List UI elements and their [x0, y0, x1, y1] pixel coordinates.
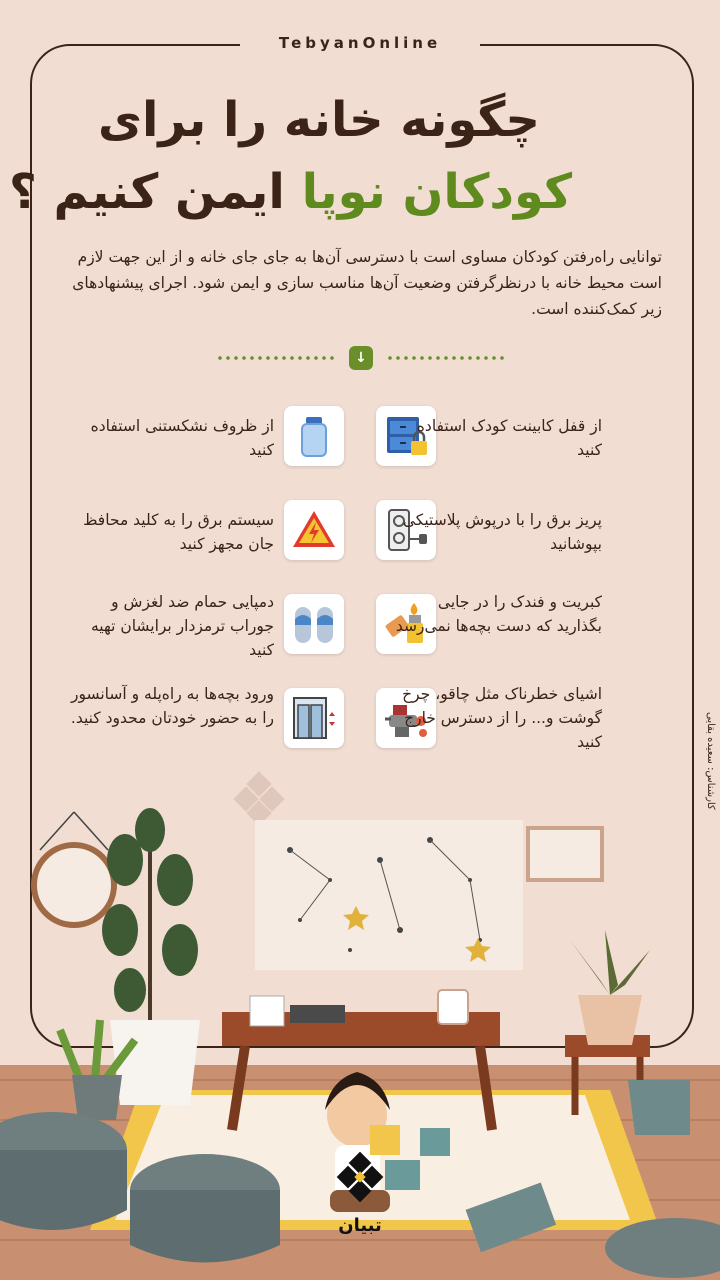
- tip-text-7: اشیای خطرناک مثل چاقو، چرخ گوشت و... را از دسترس خارج کنید: [402, 685, 602, 751]
- wall-mirror: [34, 845, 114, 925]
- arrow-down-icon: ↓: [349, 346, 373, 370]
- electric-warning-icon: [284, 500, 344, 560]
- slippers-icon: [284, 594, 344, 654]
- title-end: ایمن کنیم ؟: [9, 164, 285, 220]
- wall-frame: [528, 828, 602, 880]
- brand-label: TebyanOnline: [240, 30, 480, 56]
- watering-can: [628, 1080, 690, 1135]
- title-line-1: چگونه خانه را برای: [97, 92, 540, 148]
- tip-text-3: پریز برق را با درپوش پلاستیکی بپوشانید: [402, 511, 602, 553]
- tip-text-6: دمپایی حمام ضد لغزش و جوراب ترمزدار برایشان تهیه کنید: [90, 593, 274, 659]
- tip-text-2: از ظروف نشکستنی استفاده کنید: [90, 417, 274, 459]
- tebyan-logo-text: تبیان: [338, 1215, 382, 1236]
- dotted-line-right: [386, 356, 506, 360]
- intro-paragraph: توانایی راه‌رفتن کودکان مساوی است با دسترسی آن‌ها به جای جای خانه و از این جهت لازم است محیط خانه با درنظرگرفتن وضعیت آن‌ها مناسب سازی و ایمن شود. اجرای پیشنهادهای زیر کمک‌کننده است.: [72, 248, 662, 318]
- plastic-jar-icon: [284, 406, 344, 466]
- tip-text-1: از قفل کابینت کودک استفاده کنید: [416, 417, 602, 459]
- star-poster: [255, 820, 523, 970]
- tip-text-4: سیستم برق را به کلید محافظ جان مجهز کنید: [83, 511, 274, 553]
- elevator-icon: [284, 688, 344, 748]
- tip-text-5: کبریت و فندک را در جایی بگذارید که دست بچه‌ها نمی‌رسد: [395, 593, 602, 635]
- section-divider: [216, 344, 506, 372]
- credit-label: کارشناس: سعیده بقایی: [705, 712, 716, 810]
- tebyan-logo-icon: [332, 1152, 388, 1212]
- title-highlight: کودکان نوپا: [301, 164, 572, 220]
- dotted-line-left: [216, 356, 336, 360]
- title-line-2: [9, 164, 572, 220]
- tip-text-8: ورود بچه‌ها به راه‌پله و آسانسور را به حضور خودتان محدود کنید.: [70, 685, 274, 727]
